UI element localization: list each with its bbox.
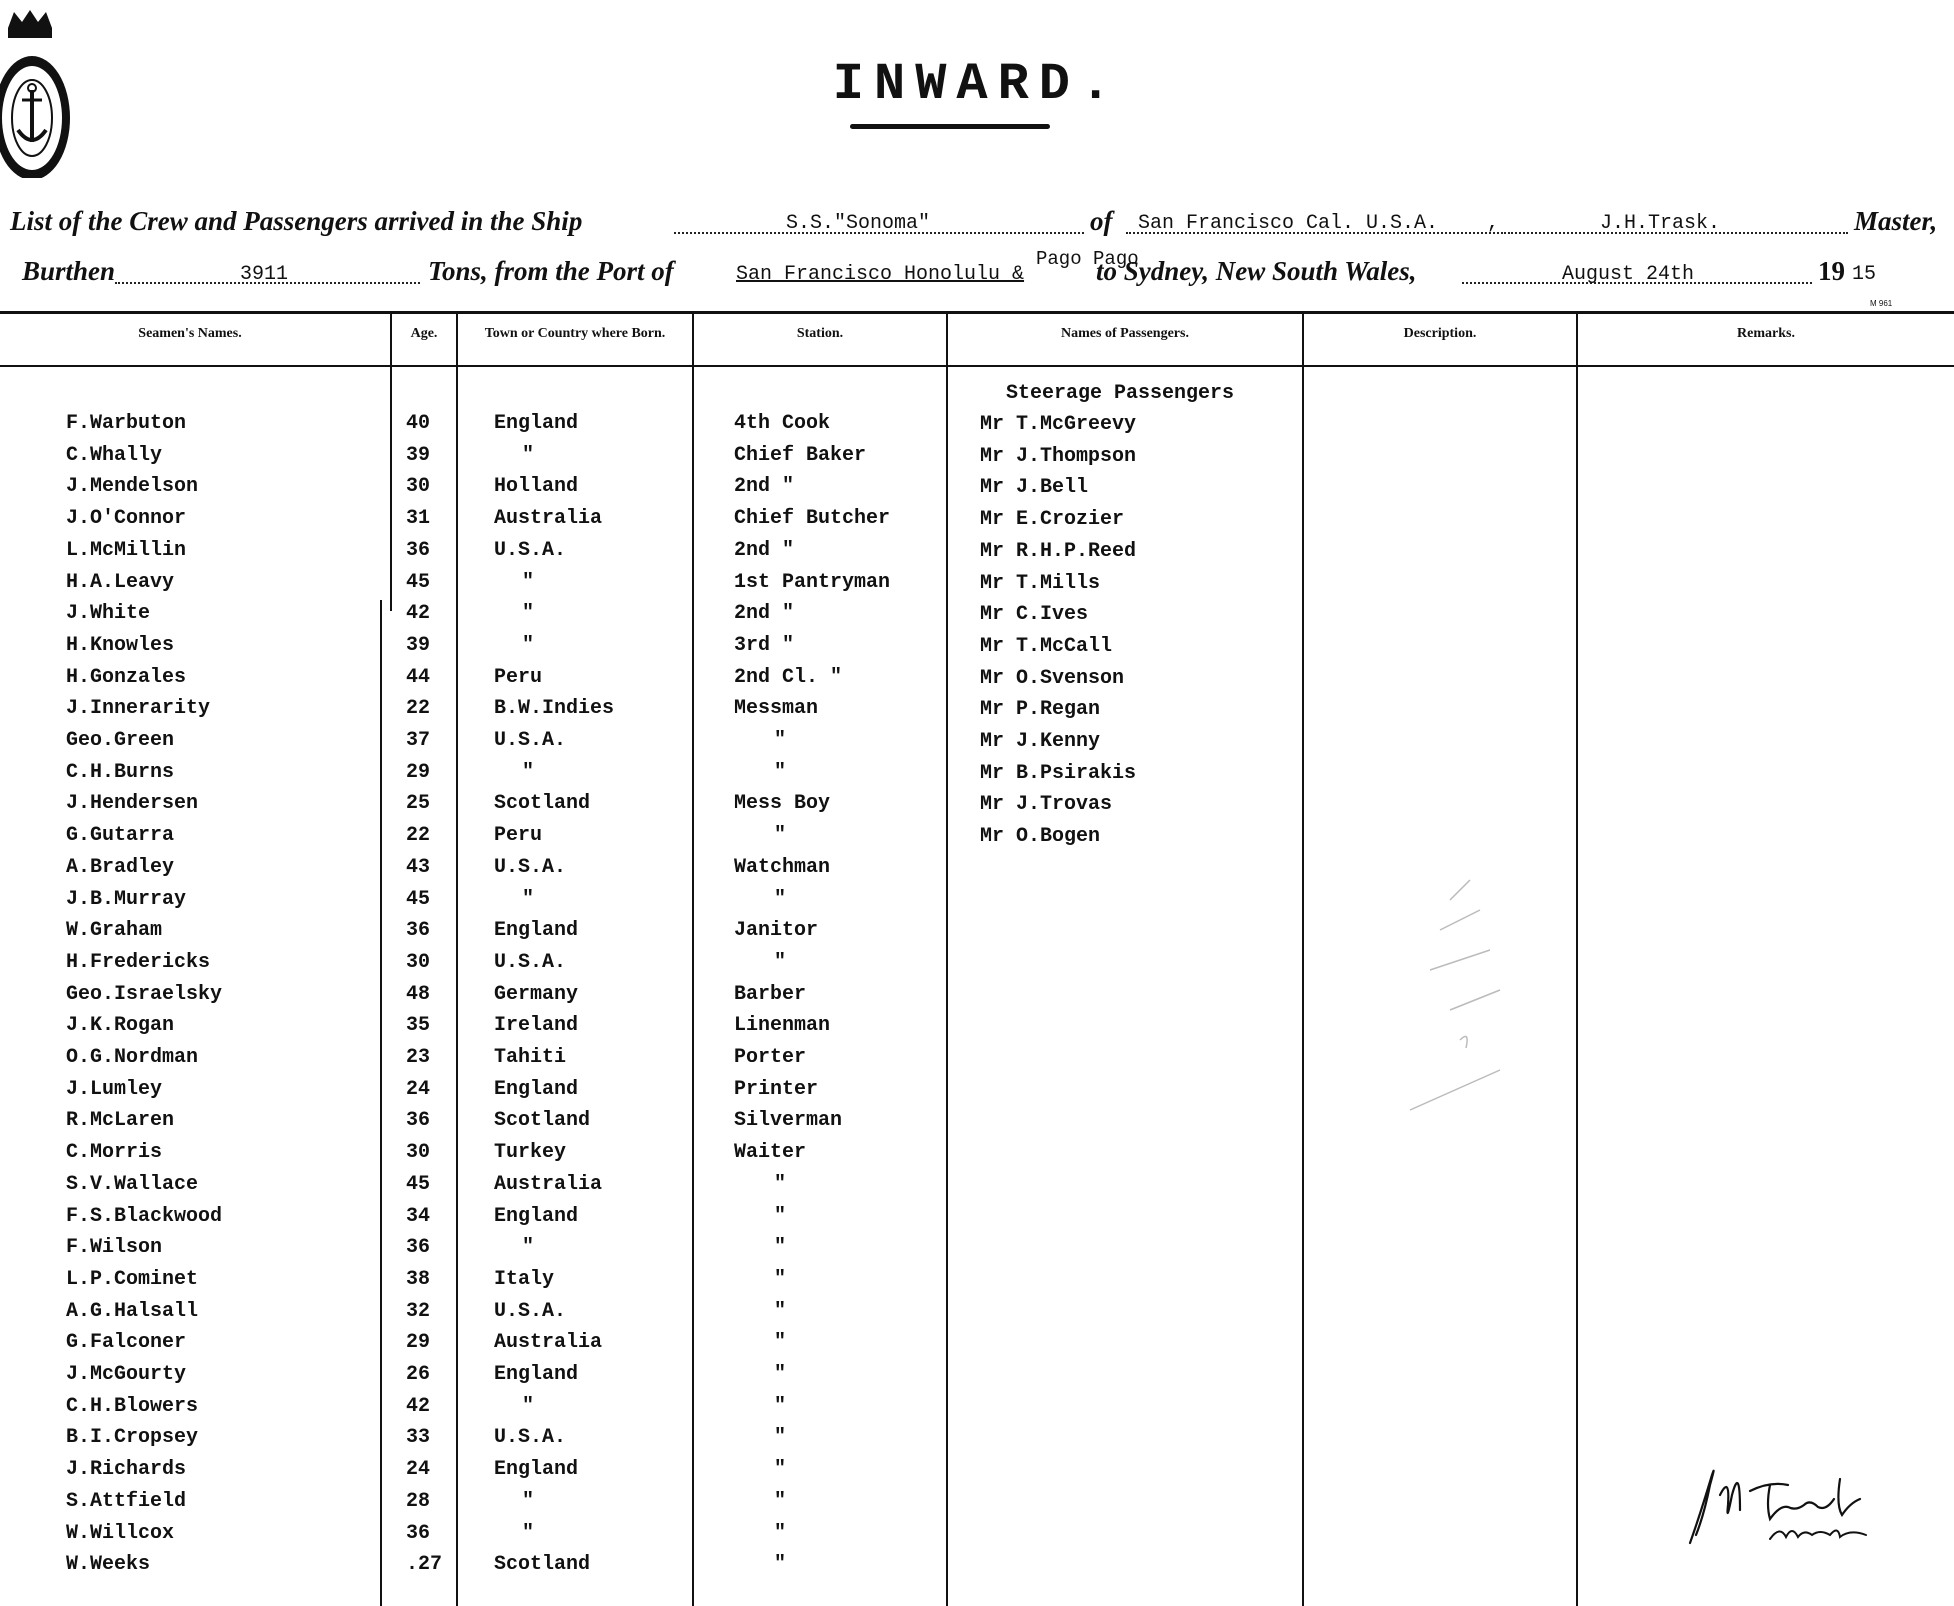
crew-name: H.Gonzales <box>66 666 187 689</box>
crew-age: 31 <box>406 507 431 530</box>
header-line1-prefix: List of the Crew and Passengers arrived in the Ship <box>10 206 583 236</box>
crew-age: 22 <box>406 697 431 720</box>
crew-name: J.Lumley <box>66 1078 163 1101</box>
crew-station: " <box>774 951 787 974</box>
crew-age: 23 <box>406 1046 431 1069</box>
crew-name: F.Wilson <box>66 1236 163 1259</box>
crew-name: G.Gutarra <box>66 824 175 847</box>
crew-name: H.Fredericks <box>66 951 211 974</box>
to-sydney-label: to Sydney, New South Wales, <box>1096 256 1417 286</box>
crew-born: England <box>494 1078 579 1101</box>
crew-born: " <box>522 571 535 594</box>
crew-age: 30 <box>406 1141 431 1164</box>
passenger-name: Mr J.Trovas <box>980 793 1113 816</box>
crew-born: " <box>522 1395 535 1418</box>
crew-station: Janitor <box>734 919 819 942</box>
crew-name: J.White <box>66 602 151 625</box>
crew-age: 38 <box>406 1268 431 1291</box>
col-divider-6 <box>1576 311 1578 1606</box>
crew-born: " <box>522 1522 535 1545</box>
crew-name: C.H.Blowers <box>66 1395 199 1418</box>
crew-born: U.S.A. <box>494 539 567 562</box>
passengers-heading: Steerage Passengers <box>1006 382 1235 405</box>
passenger-name: Mr T.McCall <box>980 635 1113 658</box>
col-header-born: Town or Country where Born. <box>484 326 666 341</box>
passenger-name: Mr T.McGreevy <box>980 413 1137 436</box>
col-header-description: Description. <box>1403 326 1477 341</box>
col-header-seamen: Seamen's Names. <box>138 326 242 341</box>
crew-age: 42 <box>406 1395 431 1418</box>
crew-born: Scotland <box>494 1553 591 1576</box>
crew-station: " <box>774 888 787 911</box>
crew-age: 43 <box>406 856 431 879</box>
crew-station: Watchman <box>734 856 831 879</box>
crew-name: B.I.Cropsey <box>66 1426 199 1449</box>
ship-name: S.S."Sonoma" <box>786 212 931 235</box>
pago-pago: Pago Pago <box>1036 248 1139 270</box>
crew-born: Scotland <box>494 1109 591 1132</box>
col-header-remarks: Remarks. <box>1737 326 1795 341</box>
of-label: of <box>1090 206 1113 236</box>
crew-station: Silverman <box>734 1109 843 1132</box>
crew-age: 28 <box>406 1490 431 1513</box>
passenger-name: Mr P.Regan <box>980 698 1101 721</box>
col-divider-4 <box>946 311 948 1606</box>
col-divider-1b <box>380 600 382 1606</box>
crew-born: B.W.Indies <box>494 697 615 720</box>
crew-born: " <box>522 444 535 467</box>
crew-station: " <box>774 1173 787 1196</box>
crew-station: " <box>774 824 787 847</box>
col-header-station: Station. <box>796 326 844 341</box>
crew-name: J.O'Connor <box>66 507 187 530</box>
crew-born: England <box>494 919 579 942</box>
passenger-name: Mr J.Kenny <box>980 730 1101 753</box>
crew-age: 36 <box>406 1236 431 1259</box>
crew-age: 33 <box>406 1426 431 1449</box>
crew-station: 2nd " <box>734 475 795 498</box>
crew-name: H.Knowles <box>66 634 175 657</box>
crew-born: England <box>494 412 579 435</box>
crew-born: " <box>522 761 535 784</box>
crew-name: A.G.Halsall <box>66 1300 199 1323</box>
crew-born: England <box>494 1363 579 1386</box>
crew-name: S.V.Wallace <box>66 1173 199 1196</box>
arrival-date: August 24th <box>1562 263 1695 286</box>
col-header-passengers: Names of Passengers. <box>1061 326 1189 341</box>
crew-age: 45 <box>406 1173 431 1196</box>
crew-station: Mess Boy <box>734 792 831 815</box>
year-suffix: 15 <box>1852 263 1877 286</box>
crew-name: W.Graham <box>66 919 163 942</box>
crew-born: Ireland <box>494 1014 579 1037</box>
crew-age: 30 <box>406 951 431 974</box>
crew-age: 35 <box>406 1014 431 1037</box>
crew-station: Messman <box>734 697 819 720</box>
home-port: San Francisco Cal. U.S.A. <box>1138 212 1439 235</box>
crew-station: 2nd " <box>734 539 795 562</box>
crew-born: Peru <box>494 666 543 689</box>
crew-station: " <box>774 1490 787 1513</box>
crew-born: Turkey <box>494 1141 567 1164</box>
crew-born: Tahiti <box>494 1046 567 1069</box>
crew-station: " <box>774 1395 787 1418</box>
crew-born: " <box>522 1236 535 1259</box>
crew-station: " <box>774 1331 787 1354</box>
crew-station: 3rd " <box>734 634 795 657</box>
passenger-name: Mr C.Ives <box>980 603 1089 626</box>
crew-name: W.Willcox <box>66 1522 175 1545</box>
passenger-name: Mr O.Svenson <box>980 667 1125 690</box>
crew-station: " <box>774 1458 787 1481</box>
crew-age: 45 <box>406 571 431 594</box>
crew-station: " <box>774 1363 787 1386</box>
passenger-name: Mr J.Thompson <box>980 445 1137 468</box>
crew-age: 39 <box>406 444 431 467</box>
crew-age: 36 <box>406 1109 431 1132</box>
crew-age: .27 <box>406 1553 443 1576</box>
crew-station: " <box>774 1426 787 1449</box>
crew-born: U.S.A. <box>494 856 567 879</box>
crew-name: C.H.Burns <box>66 761 175 784</box>
crew-name: W.Weeks <box>66 1553 151 1576</box>
master-name: J.H.Trask. <box>1600 212 1721 235</box>
crew-age: 25 <box>406 792 431 815</box>
crew-born: " <box>522 602 535 625</box>
crew-name: J.Richards <box>66 1458 187 1481</box>
crew-station: " <box>774 1205 787 1228</box>
crew-born: U.S.A. <box>494 1426 567 1449</box>
crew-station: 4th Cook <box>734 412 831 435</box>
master-label: Master, <box>1854 206 1938 236</box>
crew-name: Geo.Israelsky <box>66 983 223 1006</box>
crew-age: 40 <box>406 412 431 435</box>
crew-age: 22 <box>406 824 431 847</box>
crew-station: Chief Baker <box>734 444 867 467</box>
title-underline <box>850 124 1050 129</box>
crew-station: Linenman <box>734 1014 831 1037</box>
passenger-name: Mr E.Crozier <box>980 508 1125 531</box>
crew-name: C.Whally <box>66 444 163 467</box>
crew-born: Australia <box>494 1331 603 1354</box>
master-signature <box>1670 1455 1900 1560</box>
crew-station: " <box>774 761 787 784</box>
crew-age: 45 <box>406 888 431 911</box>
crew-age: 24 <box>406 1458 431 1481</box>
crew-name: L.P.Cominet <box>66 1268 199 1291</box>
crew-name: J.K.Rogan <box>66 1014 175 1037</box>
crew-station: " <box>774 1236 787 1259</box>
burthen-label: Burthen <box>22 256 116 286</box>
crew-name: J.Innerarity <box>66 697 211 720</box>
crew-age: 39 <box>406 634 431 657</box>
col-divider-3 <box>692 311 694 1606</box>
crew-station: " <box>774 1300 787 1323</box>
crew-station: " <box>774 1268 787 1291</box>
passenger-name: Mr T.Mills <box>980 572 1101 595</box>
crew-station: " <box>774 1553 787 1576</box>
crew-name: Geo.Green <box>66 729 175 752</box>
crew-station: Chief Butcher <box>734 507 891 530</box>
crew-name: O.G.Nordman <box>66 1046 199 1069</box>
crew-station: " <box>774 1522 787 1545</box>
crew-name: S.Attfield <box>66 1490 187 1513</box>
crew-name: G.Falconer <box>66 1331 187 1354</box>
table-header-rule <box>0 365 1954 367</box>
crew-name: R.McLaren <box>66 1109 175 1132</box>
crew-age: 36 <box>406 539 431 562</box>
crew-station: " <box>774 729 787 752</box>
crew-born: " <box>522 634 535 657</box>
page-title: INWARD. <box>832 55 1122 114</box>
col-divider-1 <box>390 311 392 611</box>
crew-age: 44 <box>406 666 431 689</box>
crew-age: 29 <box>406 1331 431 1354</box>
crew-age: 48 <box>406 983 431 1006</box>
crew-station: 2nd " <box>734 602 795 625</box>
crew-age: 36 <box>406 919 431 942</box>
crew-station: Porter <box>734 1046 807 1069</box>
from-port: San Francisco Honolulu & <box>736 263 1025 286</box>
crew-born: Holland <box>494 475 579 498</box>
crew-age: 42 <box>406 602 431 625</box>
crew-name: F.S.Blackwood <box>66 1205 223 1228</box>
crew-name: L.McMillin <box>66 539 187 562</box>
form-number: M 961 <box>1870 299 1893 308</box>
tons-value: 3911 <box>240 263 289 286</box>
crew-station: 2nd Cl. " <box>734 666 843 689</box>
crew-born: Italy <box>494 1268 555 1291</box>
crew-born: England <box>494 1458 579 1481</box>
col-divider-2 <box>456 311 458 1606</box>
crew-born: U.S.A. <box>494 729 567 752</box>
passenger-name: Mr B.Psirakis <box>980 762 1137 785</box>
crew-born: Scotland <box>494 792 591 815</box>
year-prefix: 19 <box>1818 256 1845 286</box>
crew-born: " <box>522 1490 535 1513</box>
passenger-name: Mr O.Bogen <box>980 825 1101 848</box>
crew-station: 1st Pantryman <box>734 571 891 594</box>
col-divider-5 <box>1302 311 1304 1606</box>
crew-born: Peru <box>494 824 543 847</box>
crew-age: 37 <box>406 729 431 752</box>
crew-age: 34 <box>406 1205 431 1228</box>
crew-name: J.B.Murray <box>66 888 187 911</box>
passenger-name: Mr J.Bell <box>980 476 1089 499</box>
crew-station: Printer <box>734 1078 819 1101</box>
crew-born: " <box>522 888 535 911</box>
tons-label: Tons, from the Port of <box>428 256 674 286</box>
crew-age: 36 <box>406 1522 431 1545</box>
crew-born: Australia <box>494 1173 603 1196</box>
passenger-name: Mr R.H.P.Reed <box>980 540 1137 563</box>
comma: , <box>1487 212 1500 235</box>
crew-born: Germany <box>494 983 579 1006</box>
crew-station: Barber <box>734 983 807 1006</box>
crew-age: 26 <box>406 1363 431 1386</box>
crew-name: J.McGourty <box>66 1363 187 1386</box>
crew-born: U.S.A. <box>494 1300 567 1323</box>
crew-age: 32 <box>406 1300 431 1323</box>
crew-born: Australia <box>494 507 603 530</box>
crew-name: C.Morris <box>66 1141 163 1164</box>
crew-name: J.Mendelson <box>66 475 199 498</box>
table-top-rule <box>0 311 1954 314</box>
col-header-age: Age. <box>410 326 438 341</box>
crew-name: H.A.Leavy <box>66 571 175 594</box>
crew-name: A.Bradley <box>66 856 175 879</box>
crew-name: J.Hendersen <box>66 792 199 815</box>
crew-born: U.S.A. <box>494 951 567 974</box>
crew-name: F.Warbuton <box>66 412 187 435</box>
crew-born: England <box>494 1205 579 1228</box>
crew-age: 24 <box>406 1078 431 1101</box>
crew-age: 30 <box>406 475 431 498</box>
pencil-marks <box>1390 870 1530 1135</box>
crew-station: Waiter <box>734 1141 807 1164</box>
crew-age: 29 <box>406 761 431 784</box>
